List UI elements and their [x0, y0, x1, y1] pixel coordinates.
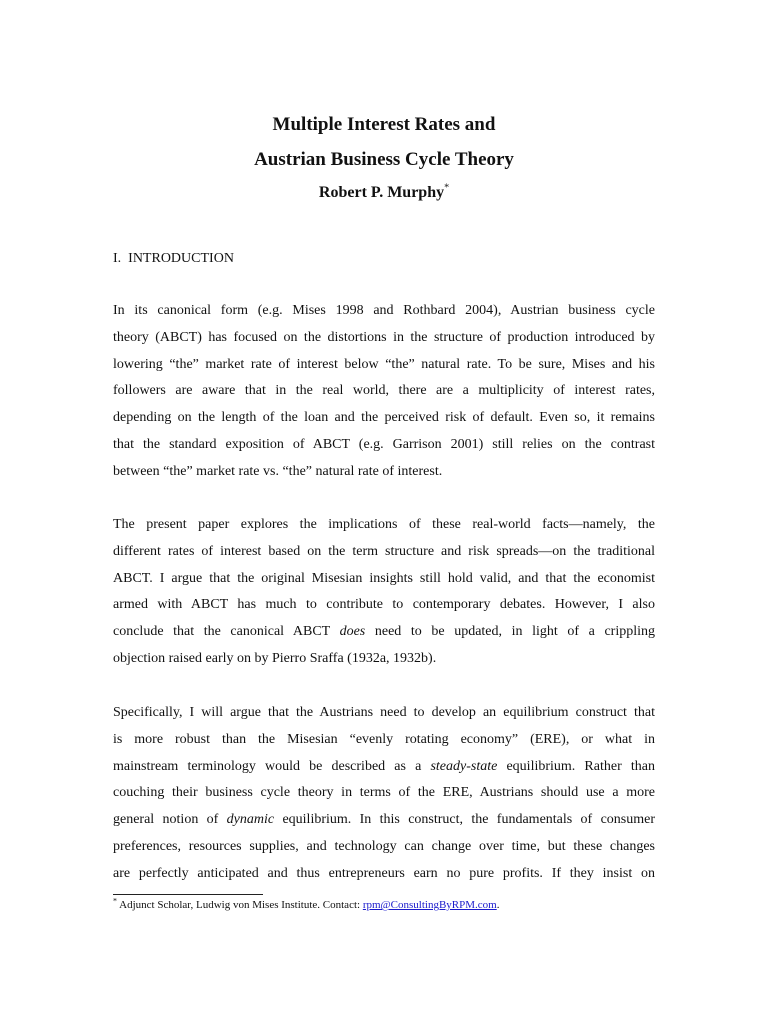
paragraph-2-line: different rates of interest based on the term structure and risk spreads—on the traditional — [113, 543, 655, 559]
paragraph-3-line: Specifically, I will argue that the Austrians need to develop an equilibrium construct that — [113, 705, 655, 720]
paragraph-1-line: depending on the length of the loan and the perceived risk of default. Even so, it remains — [113, 410, 655, 426]
paragraph-3-line — [113, 807, 655, 834]
paragraph-2 — [113, 512, 655, 673]
paragraph-1-line: between “the” market rate vs. “the” natural rate of interest. — [113, 463, 443, 479]
paragraph-3-text: equilibrium. In this construct, the fundamentals of consumer — [274, 812, 655, 828]
paragraph-1-line: theory (ABCT) has focused on the distortions in the structure of production introduced by — [113, 329, 655, 345]
author-name — [0, 182, 768, 204]
paragraph-1-line: followers are aware that in the real world, there are a multiplicity of interest rates, — [113, 383, 655, 399]
paragraph-3-line: couching their business cycle theory in terms of the ERE, Austrians should use a more — [113, 785, 655, 801]
paragraph-3 — [113, 700, 655, 888]
footnote-end: . — [496, 899, 500, 911]
author-footnote-mark: * — [444, 182, 450, 194]
footnote-text: Adjunct Scholar, Ludwig von Mises Institute. Contact: — [117, 899, 363, 911]
paragraph-2-text: conclude that the canonical ABCT — [113, 624, 340, 640]
paragraph-1-line: In its canonical form (e.g. Mises 1998 and Rothbard 2004), Austrian business cycle — [113, 303, 655, 318]
paragraph-3-text: mainstream terminology would be described as a — [113, 758, 431, 774]
footnote — [113, 897, 499, 913]
paragraph-2-line: The present paper explores the implications of these real-world facts—namely, the — [113, 517, 655, 532]
emphasis-does: does — [339, 624, 366, 640]
contact-email-link[interactable]: rpm@ConsultingByRPM.com — [362, 899, 497, 911]
emphasis-dynamic: dynamic — [226, 812, 275, 828]
section-heading: I. INTRODUCTION — [113, 251, 234, 266]
paragraph-3-line — [113, 754, 655, 781]
paragraph-1 — [113, 298, 655, 486]
paragraph-3-line: is more robust than the Misesian “evenly rotating economy” (ERE), or what in — [113, 731, 655, 747]
paragraph-1-line: that the standard exposition of ABCT (e.g. Garrison 2001) still relies on the contrast — [113, 436, 655, 452]
paragraph-2-text: need to be updated, in light of a crippling — [365, 624, 656, 640]
paragraph-1-line: lowering “the” market rate of interest below “the” natural rate. To be sure, Mises and his — [113, 356, 655, 372]
author-name-text: Robert P. Murphy — [318, 184, 445, 201]
paragraph-2-line: armed with ABCT has much to contribute to contemporary debates. However, I also — [113, 597, 655, 613]
paragraph-2-line — [113, 619, 655, 646]
paper-title-line-1: Multiple Interest Rates and — [272, 114, 496, 135]
paragraph-3-text: equilibrium. Rather than — [497, 758, 655, 774]
paragraph-3-line: are perfectly anticipated and thus entrepreneurs earn no pure profits. If they insist on — [113, 865, 655, 881]
paper-title-line-2: Austrian Business Cycle Theory — [254, 149, 514, 170]
paragraph-2-line: objection raised early on by Pierro Sraffa (1932a, 1932b). — [113, 650, 437, 666]
emphasis-steady-state: steady-state — [430, 758, 498, 774]
paragraph-3-text: general notion of — [113, 812, 227, 828]
paragraph-3-line: preferences, resources supplies, and technology can change over time, but these changes — [113, 838, 655, 854]
paragraph-2-line: ABCT. I argue that the original Misesian insights still hold valid, and that the economist — [113, 570, 655, 586]
footnote-divider — [113, 894, 263, 895]
footnote-mark: * — [113, 896, 117, 906]
